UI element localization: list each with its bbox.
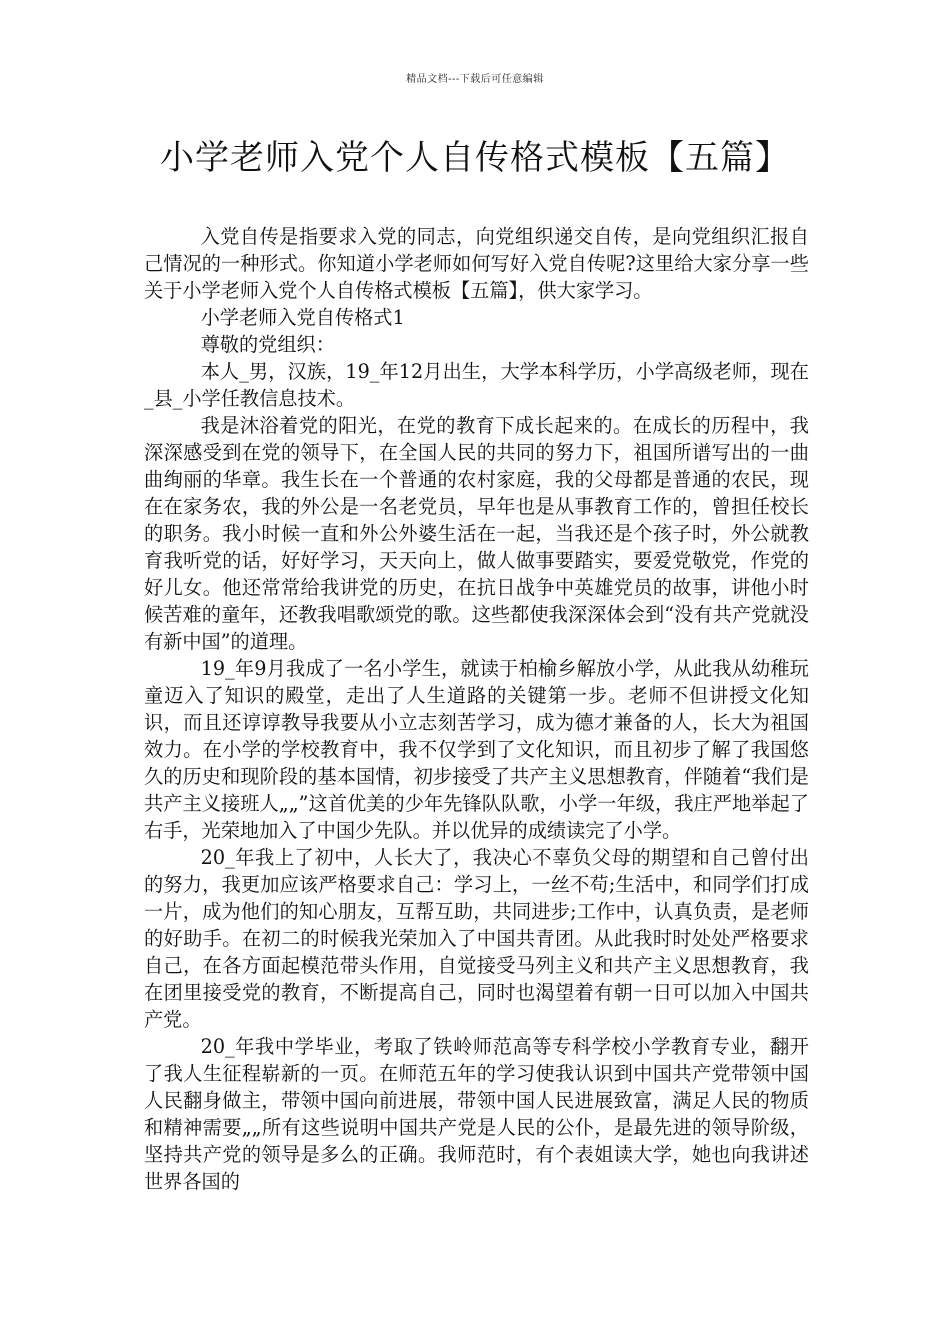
paragraph-subtitle: 小学老师入党自传格式1 [200, 306, 405, 329]
paragraph-primary-school: 19_年9月我成了一名小学生，就读于柏榆乡解放小学，从此我从幼稚玩童迈入了知识的殿堂，走出了人生道路的关键第一步。老师不但讲授文化知识，而且还谆谆教导我要从小立志刻苦学习，成为德才兼备的人，长大为祖国效力。在小学的学校教育中，我不仅学到了文化知识，而且初步了解了我国悠久的历史和现阶段的基本国情，初步接受了共产主义思想教育，伴随着“我们是共产主义接班人„„”这首优美的少年先锋队队歌，小学一年级，我庄严地举起了右手，光荣地加入了中国少先队。并以优异的成绩读完了小学。 [144, 657, 809, 842]
paragraph-intro: 入党自传是指要求入党的同志，向党组织递交自传，是向党组织汇报自己情况的一种形式。你知道小学老师如何写好入党自传呢?这里给大家分享一些关于小学老师入党个人自传格式模板【五篇】，供大家学习。 [144, 225, 809, 302]
paragraph-childhood: 我是沐浴着党的阳光，在党的教育下成长起来的。在成长的历程中，我深深感受到在党的领导下，在全国人民的共同的努力下，祖国所谱写出的一曲曲绚丽的华章。我生长在一个普通的农村家庭，我的父母都是普通的农民，现在在家务农，我的外公是一名老党员，早年也是从事教育工作的，曾担任校长的职务。我小时候一直和外公外婆生活在一起，当我还是个孩子时，外公就教育我听党的话，好好学习，天天向上，做人做事要踏实，要爱党敬党，作党的好儿女。他还常常给我讲党的历史，在抗日战争中英雄党员的故事，讲他小时候苦难的童年，还教我唱歌颂党的歌。这些都使我深深体会到“没有共产党就没有新中国”的道理。 [144, 414, 809, 653]
document-body [144, 223, 809, 1195]
paragraph-personal-info: 本人_男，汉族，19_年12月出生，大学本科学历，小学高级老师，现在_县_小学任教信息技术。 [144, 360, 809, 410]
header-note: 精品文档---下载后可任意编辑 [406, 74, 544, 85]
paragraph-normal-school: 20_年我中学毕业，考取了铁岭师范高等专科学校小学教育专业，翻开了我人生征程崭新的一页。在师范五年的学习使我认识到中国共产党带领中国人民翻身做主，带领中国向前进展，带领中国人民进展致富，满足人民的物质和精神需要„„所有这些说明中国共产党是人民的公仆，是最先进的领导阶级，坚持共产党的领导是多么的正确。我师范时，有个表姐读大学，她也向我讲述世界各国的 [144, 1035, 809, 1193]
paragraph-salutation: 尊敬的党组织： [200, 333, 335, 356]
document-title: 小学老师入党个人自传格式模板【五篇】 [160, 138, 790, 178]
paragraph-middle-school: 20_年我上了初中，人长大了，我决心不辜负父母的期望和自己曾付出的努力，我更加应该严格要求自己：学习上，一丝不苟;生活中，和同学们打成一片，成为他们的知心朋友，互帮互助，共同进步;工作中，认真负责，是老师的好助手。在初二的时候我光荣加入了中国共青团。从此我时时处处严格要求自己，在各方面起模范带头作用，自觉接受马列主义和共产主义思想教育，我在团里接受党的教育，不断提高自己，同时也渴望着有朝一日可以加入中国共产党。 [144, 846, 809, 1031]
